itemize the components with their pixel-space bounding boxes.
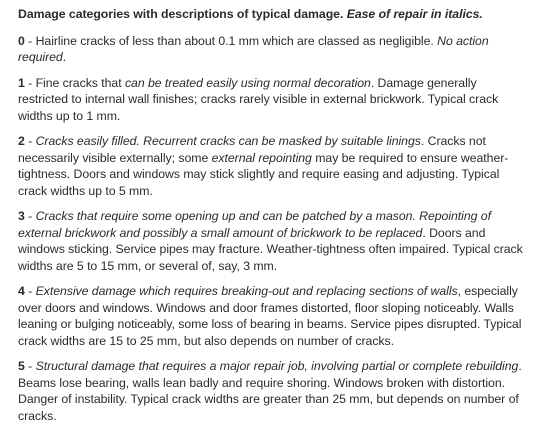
repair-note: can be treated easily using normal decoration — [124, 75, 371, 90]
category-number: 1 — [18, 75, 25, 90]
category-text: . Doors and windows sticking. Service pipes may fracture. Weather-tightness often impaired. Typical crack widths are 5 to 15 mm, or several of, say, 3 mm. — [18, 225, 523, 273]
category-text: - — [24, 209, 36, 223]
repair-note: Structural damage that requires a major repair job, involving partial or complete rebuilding — [35, 359, 519, 373]
category-text: - — [24, 359, 36, 373]
category-1 — [18, 75, 529, 125]
category-number: 4 — [18, 284, 25, 298]
category-0 — [18, 33, 529, 66]
repair-note: Cracks easily filled. Recurrent cracks can be masked by suitable linings — [35, 134, 421, 148]
category-2 — [18, 133, 529, 199]
heading-italic-note: Ease of repair in italics. — [346, 7, 483, 21]
category-text: . — [62, 50, 67, 64]
category-text: may be required to ensure weather-tightness. Doors and windows may stick slightly and require easing and adjusting. Typical crack widths up to 5 mm. — [18, 150, 509, 198]
category-text: - — [24, 134, 36, 148]
category-4 — [18, 283, 529, 349]
heading-main: Damage categories with descriptions of typical damage. — [18, 7, 347, 21]
category-number: 3 — [18, 209, 25, 223]
repair-note: external repointing — [211, 150, 312, 165]
category-text: - — [24, 284, 36, 298]
category-number: 2 — [18, 134, 25, 148]
category-text: . Damage generally restricted to internal wall finishes; cracks rarely visible in external brickwork. Typical crack widths up to 1 mm. — [18, 75, 499, 123]
repair-note: Cracks that require some opening up and can be patched by a mason. Repointing of external brickwork and possibly a small amount of brickwork to be replaced — [18, 209, 491, 240]
category-number: 5 — [18, 359, 25, 373]
category-3 — [18, 208, 529, 274]
document-heading — [18, 6, 529, 23]
category-5 — [18, 358, 529, 424]
category-text: . Beams lose bearing, walls lean badly and require shoring. Windows broken with distortion. Danger of instability. Typical crack widths are greater than 25 mm, but depends on number of cracks. — [18, 359, 522, 423]
category-text: , especially over doors and windows. Windows and door frames distorted, floor sloping noticeably. Walls leaning or bulging noticeably, some loss of bearing in beams. Service pipes disrupted. Typical crack widths are 15 to 25 mm, but also depends on number of cracks. — [18, 284, 522, 348]
category-text: . Cracks not necessarily visible externally; some — [18, 134, 486, 165]
repair-note: No action required — [18, 33, 489, 64]
category-text: - Fine cracks that — [24, 75, 125, 90]
category-number: 0 — [18, 33, 25, 48]
category-text: - Hairline cracks of less than about 0.1 mm which are classed as negligible. — [24, 33, 438, 48]
repair-note: Extensive damage which requires breaking-out and replacing sections of walls — [35, 284, 458, 298]
